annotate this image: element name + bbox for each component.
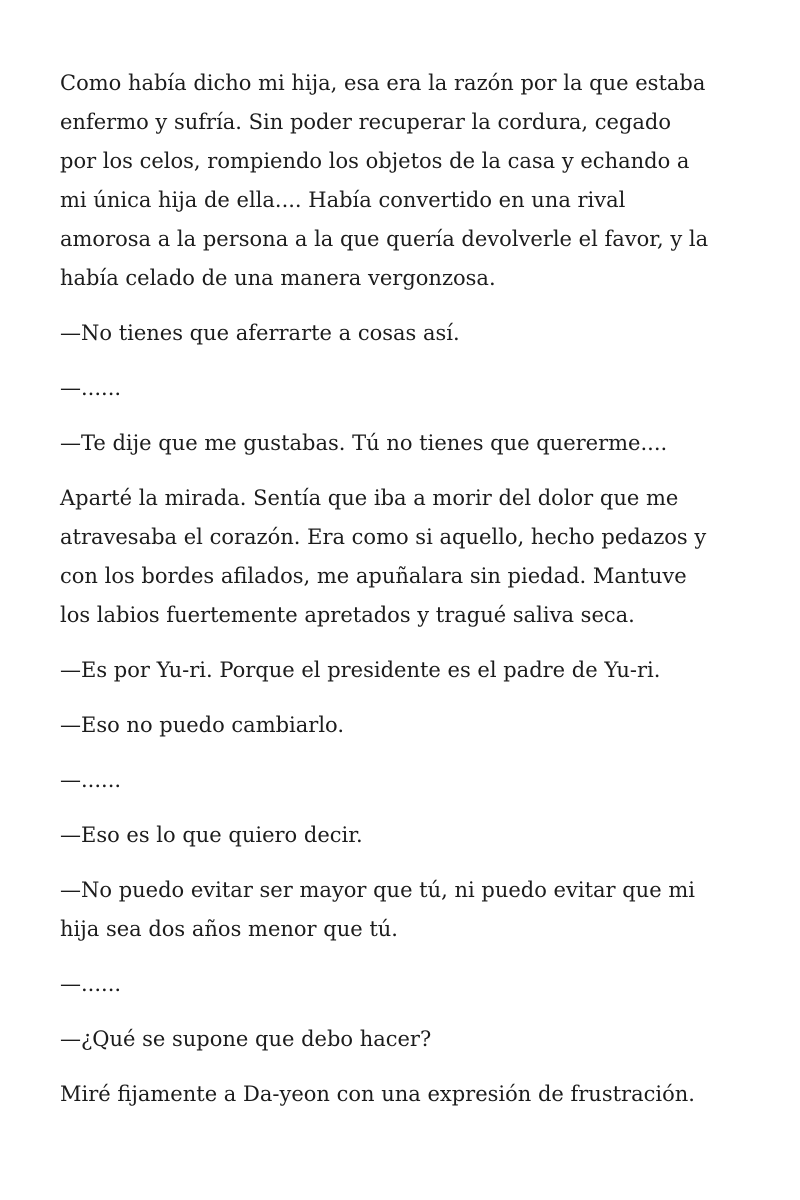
paragraph-narration-1 (60, 64, 750, 298)
text-line: —...... (60, 376, 122, 400)
text-line: enfermo y sufría. Sin poder recuperar la cordura, cegado (60, 110, 671, 134)
text-line: —Te dije que me gustabas. Tú no tienes que quererme.... (60, 431, 668, 455)
paragraph-dialogue (60, 424, 750, 463)
paragraph-dialogue (60, 871, 750, 949)
text-line: amorosa a la persona a la que quería devolverle el favor, y la (60, 227, 709, 251)
text-line: hija sea dos años menor que tú. (60, 917, 398, 941)
paragraph-dialogue (60, 706, 750, 745)
text-line: había celado de una manera vergonzosa. (60, 266, 496, 290)
paragraph-dialogue (60, 369, 750, 408)
text-line: —No tienes que aferrarte a cosas así. (60, 321, 460, 345)
text-line: Aparté la mirada. Sentía que iba a morir del dolor que me (60, 486, 679, 510)
text-line: —Eso es lo que quiero decir. (60, 823, 363, 847)
paragraph-dialogue (60, 816, 750, 855)
text-line: —Eso no puedo cambiarlo. (60, 713, 345, 737)
paragraph-dialogue (60, 761, 750, 800)
text-line: Como había dicho mi hija, esa era la razón por la que estaba (60, 71, 706, 95)
text-line: atravesaba el corazón. Era como si aquello, hecho pedazos y (60, 525, 707, 549)
text-line: los labios fuertemente apretados y tragué saliva seca. (60, 603, 635, 627)
text-line: por los celos, rompiendo los objetos de la casa y echando a (60, 149, 690, 173)
paragraph-narration-3 (60, 1075, 750, 1114)
paragraph-dialogue (60, 314, 750, 353)
text-line: Miré fijamente a Da-yeon con una expresión de frustración. (60, 1082, 695, 1106)
text-line: mi única hija de ella.... Había convertido en una rival (60, 188, 626, 212)
paragraph-dialogue (60, 1020, 750, 1059)
document-page (60, 64, 750, 1130)
text-line: —...... (60, 768, 122, 792)
paragraph-dialogue (60, 965, 750, 1004)
paragraph-narration-2 (60, 479, 750, 635)
text-line: con los bordes afilados, me apuñalara sin piedad. Mantuve (60, 564, 687, 588)
text-line: —Es por Yu-ri. Porque el presidente es el padre de Yu-ri. (60, 658, 661, 682)
text-line: —...... (60, 972, 122, 996)
text-line: —No puedo evitar ser mayor que tú, ni puedo evitar que mi (60, 878, 695, 902)
paragraph-dialogue (60, 651, 750, 690)
text-line: —¿Qué se supone que debo hacer? (60, 1027, 432, 1051)
